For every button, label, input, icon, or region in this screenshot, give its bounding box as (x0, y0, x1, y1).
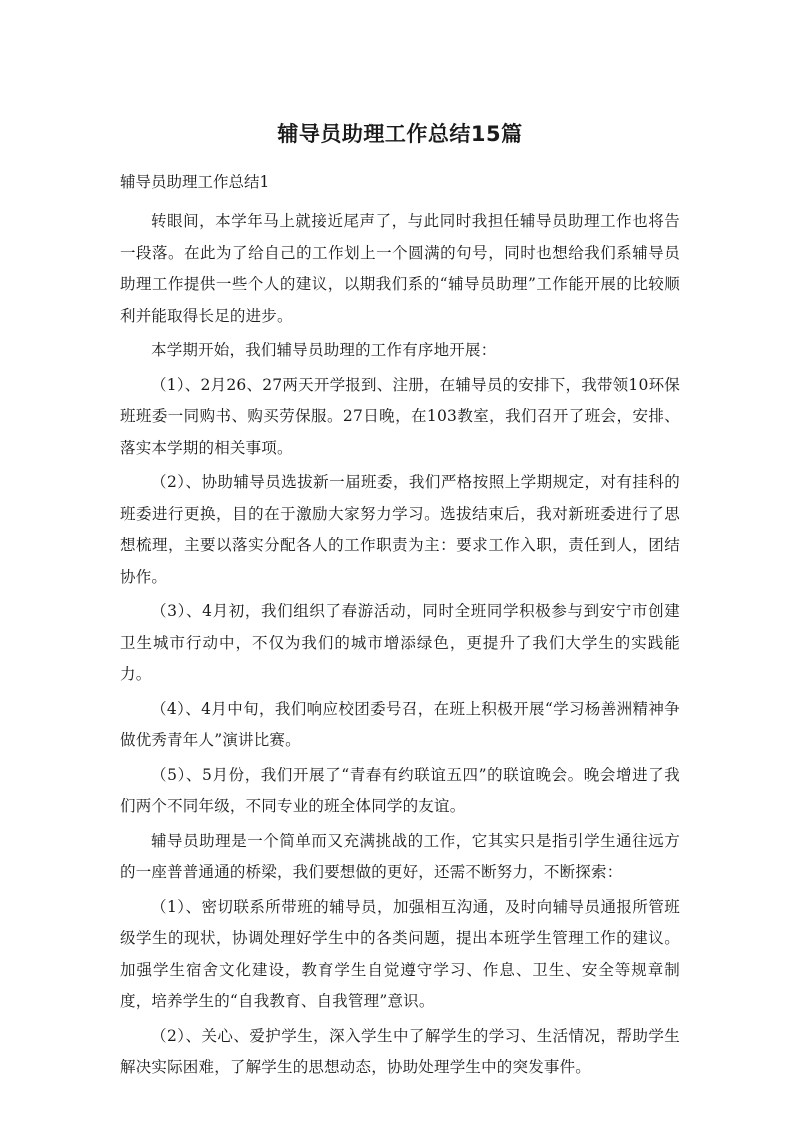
paragraph-semester-start: 本学期开始，我们辅导员助理的工作有序地开展： (151, 341, 497, 359)
paragraph-item-5: （5）、5月份，我们开展了“青春有约联谊五四”的联谊晚会。晚会增进了我们两个不同年级，不同专业的班全体同学的友谊。 (120, 765, 680, 815)
section-subtitle: 辅导员助理工作总结1 (120, 173, 270, 191)
document-page (120, 118, 680, 1087)
paragraph-intro: 转眼间，本学年马上就接近尾声了，与此同时我担任辅导员助理工作也将告一段落。在此为了给自己的工作划上一个圆满的句号，同时也想给我们系辅导员助理工作提供一些个人的建议，以期我们系的“辅导员助理”工作能开展的比较顺利并能取得长足的进步。 (120, 212, 680, 325)
paragraph-suggestion-1: （1）、密切联系所带班的辅导员，加强相互沟通，及时向辅导员通报所管班级学生的现状，协调处理好学生中的各类问题，提出本班学生管理工作的建议。加强学生宿舍文化建设，教育学生自觉遵守学习、作息、卫生、安全等规章制度，培养学生的“自我教育、自我管理”意识。 (120, 897, 680, 1010)
paragraph-item-4: （4）、4月中旬，我们响应校团委号召，在班上积极开展“学习杨善洲精神争做优秀青年人”演讲比赛。 (120, 699, 680, 749)
paragraph-suggestion-2: （2）、关心、爱护学生，深入学生中了解学生的学习、生活情况，帮助学生解决实际困难，了解学生的思想动态，协助处理学生中的突发事件。 (120, 1026, 680, 1076)
document-title: 辅导员助理工作总结15篇 (277, 122, 523, 146)
paragraph-item-2: （2）、协助辅导员选拔新一届班委，我们严格按照上学期规定，对有挂科的班委进行更换，目的在于激励大家努力学习。选拔结束后，我对新班委进行了思想梳理，主要以落实分配各人的工作职责为主：要求工作入职，责任到人，团结协作。 (120, 473, 680, 586)
paragraph-item-1: （1）、2月26、27两天开学报到、注册，在辅导员的安排下，我带领10环保班班委一同购书、购买劳保服。27日晚，在103教室，我们召开了班会，安排、落实本学期的相关事项。 (120, 375, 680, 457)
paragraph-reflection: 辅导员助理是一个简单而又充满挑战的工作，它其实只是指引学生通往远方的一座普普通通的桥梁，我们要想做的更好，还需不断努力，不断探索： (120, 831, 680, 881)
paragraph-item-3: （3）、4月初，我们组织了春游活动，同时全班同学积极参与到安宁市创建卫生城市行动中，不仅为我们的城市增添绿色，更提升了我们大学生的实践能力。 (120, 602, 680, 683)
